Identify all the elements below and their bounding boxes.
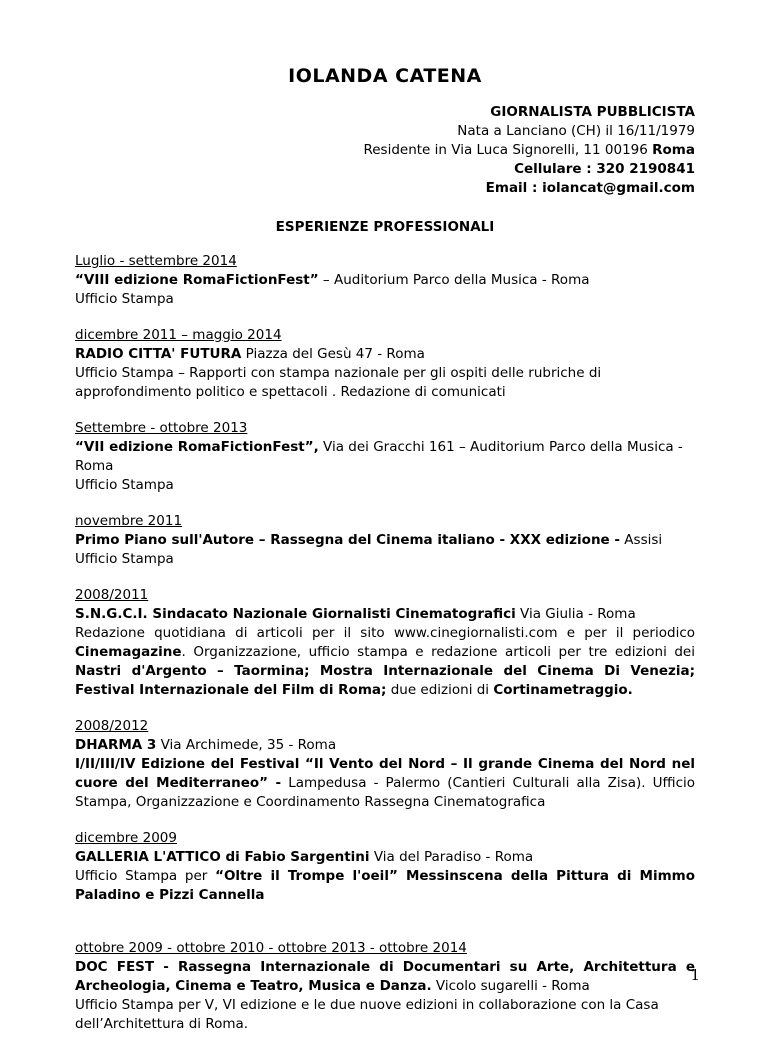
entry-title-line bbox=[75, 345, 695, 364]
entry-description bbox=[75, 624, 695, 700]
desc-bold: “Oltre il Trompe l'oeil” Messinscena della Pittura di Mimmo Paladino e Pizzi Cannella bbox=[75, 868, 696, 903]
experience-entry bbox=[75, 512, 695, 569]
entry-title-line bbox=[75, 958, 695, 996]
entry-role: Ufficio Stampa bbox=[75, 477, 174, 493]
page-number: 1 bbox=[690, 966, 700, 984]
desc-bold: Nastri d'Argento – Taormina; Mostra Internazionale del Cinema Di Venezia; Festival Internazionale del Film di Roma; bbox=[75, 663, 695, 698]
entry-description: Ufficio Stampa per V, VI edizione e le due nuove edizioni in collaborazione con la Casa dell’Architettura di Roma. bbox=[75, 997, 659, 1032]
role: GIORNALISTA PUBBLICISTA bbox=[490, 104, 695, 120]
desc-text: Ufficio Stampa per bbox=[75, 868, 216, 884]
entry-description bbox=[75, 867, 695, 905]
residence-city: Roma bbox=[652, 142, 695, 158]
entry-location: – Auditorium Parco della Musica - Roma bbox=[318, 272, 590, 288]
entry-location: Via del Paradiso - Roma bbox=[369, 849, 534, 865]
desc-bold: I/II/III/IV Edizione del Festival “Il Vento del Nord – Il grande Cinema del Nord nel cuore del Mediterraneo” - bbox=[75, 756, 695, 791]
entry-location: Via Archimede, 35 - Roma bbox=[156, 737, 337, 753]
entry-location: Vicolo sugarelli - Roma bbox=[431, 978, 590, 994]
entry-date: dicembre 2009 bbox=[75, 830, 177, 846]
entry-date: 2008/2011 bbox=[75, 587, 149, 603]
entry-date: dicembre 2011 – maggio 2014 bbox=[75, 327, 282, 343]
phone: Cellulare : 320 2190841 bbox=[514, 161, 695, 177]
entry-location: Via dei Gracchi 161 – Auditorium Parco della Musica - Roma bbox=[75, 439, 683, 474]
entry-title: S.N.G.C.I. Sindacato Nazionale Giornalisti Cinematografici bbox=[75, 606, 516, 622]
residence bbox=[75, 141, 695, 160]
entry-title-line bbox=[75, 438, 695, 476]
email: Email : iolancat@gmail.com bbox=[485, 180, 695, 196]
desc-text: Lampedusa - Palermo (Cantieri Culturali alla Zisa). Ufficio Stampa, Organizzazione e Coordinamento Rassegna Cinematografica bbox=[75, 775, 695, 810]
entry-date: Settembre - ottobre 2013 bbox=[75, 420, 248, 436]
entry-date: 2008/2012 bbox=[75, 718, 149, 734]
experience-entry bbox=[75, 252, 695, 309]
resume-page bbox=[75, 55, 695, 1051]
entry-title: DOC FEST - Rassegna Internazionale di Documentari su Arte, Architettura e Archeologia, Cinema e Teatro, Musica e Danza. bbox=[75, 959, 695, 994]
experience-entry bbox=[75, 829, 695, 905]
contact-block bbox=[75, 103, 695, 198]
experience-entry bbox=[75, 939, 695, 1034]
birth-info: Nata a Lanciano (CH) il 16/11/1979 bbox=[457, 123, 695, 139]
entry-title: “VIII edizione RomaFictionFest” bbox=[75, 272, 319, 288]
entry-description bbox=[75, 755, 695, 812]
entry-location: Piazza del Gesù 47 - Roma bbox=[241, 346, 425, 362]
entry-title: RADIO CITTA' FUTURA bbox=[75, 346, 242, 362]
entry-title: Primo Piano sull'Autore – Rassegna del Cinema italiano - XXX edizione - bbox=[75, 532, 621, 548]
desc-bold: Cortinametraggio. bbox=[493, 682, 633, 698]
experience-entry bbox=[75, 586, 695, 700]
desc-text: due edizioni di bbox=[386, 682, 494, 698]
experience-entry bbox=[75, 717, 695, 812]
entry-date: novembre 2011 bbox=[75, 513, 183, 529]
entry-title-line bbox=[75, 736, 695, 755]
entry-title-line bbox=[75, 531, 695, 550]
entry-title: DHARMA 3 bbox=[75, 737, 157, 753]
entry-date: ottobre 2009 - ottobre 2010 - ottobre 2013 - ottobre 2014 bbox=[75, 940, 467, 956]
entry-title-line bbox=[75, 848, 695, 867]
desc-text: . Organizzazione, ufficio stampa e redazione articoli per tre edizioni dei bbox=[181, 644, 695, 660]
desc-text: Redazione quotidiana di articoli per il sito www.cinegiornalisti.com e per il periodico bbox=[75, 625, 695, 641]
person-name: IOLANDA CATENA bbox=[288, 65, 482, 87]
experience-entry bbox=[75, 326, 695, 402]
entry-title-line bbox=[75, 605, 695, 624]
entry-description: Ufficio Stampa – Rapporti con stampa nazionale per gli ospiti delle rubriche di approfondimento politico e spettacoli . Redazione di comunicati bbox=[75, 365, 602, 400]
residence-address: Residente in Via Luca Signorelli, 11 00196 bbox=[363, 142, 653, 158]
entry-title-line bbox=[75, 271, 695, 290]
entry-location: Via Giulia - Roma bbox=[515, 606, 636, 622]
entry-role: Ufficio Stampa bbox=[75, 551, 174, 567]
entry-location: Assisi bbox=[620, 532, 663, 548]
entry-title: GALLERIA L'ATTICO di Fabio Sargentini bbox=[75, 849, 370, 865]
desc-bold: Cinemagazine bbox=[75, 644, 182, 660]
entry-date: Luglio - settembre 2014 bbox=[75, 253, 237, 269]
entry-role: Ufficio Stampa bbox=[75, 291, 174, 307]
entry-title: “VII edizione RomaFictionFest”, bbox=[75, 439, 319, 455]
section-title: ESPERIENZE PROFESSIONALI bbox=[275, 219, 495, 235]
experience-entry bbox=[75, 419, 695, 495]
